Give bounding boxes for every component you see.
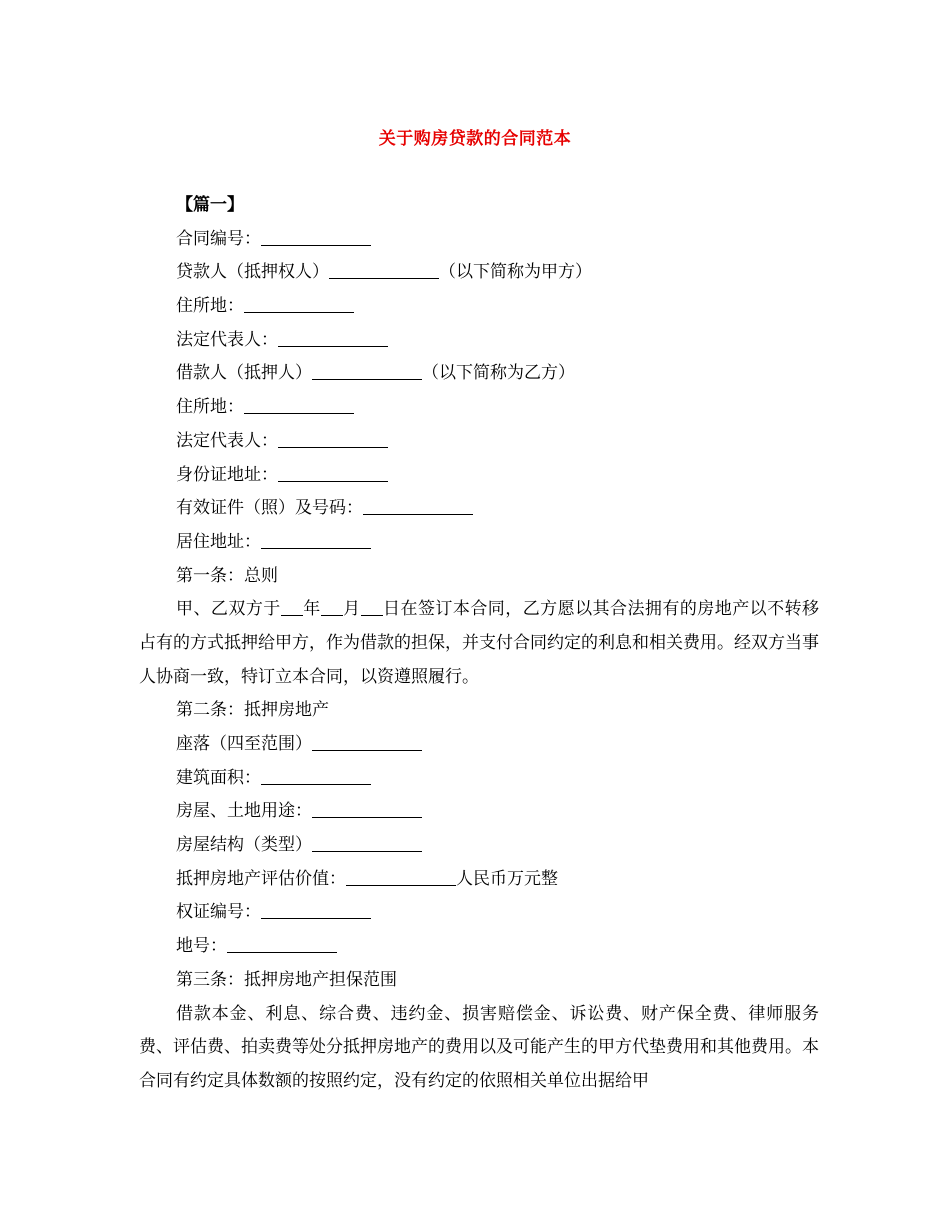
lender-label: 贷款人（抵押权人） <box>176 262 329 283</box>
section-heading: 【篇一】 <box>176 195 244 215</box>
article1-heading: 第一条：总则 <box>176 565 278 586</box>
cert-number-field <box>139 896 819 930</box>
location-field <box>139 728 819 762</box>
document-title: 关于购房贷款的合同范本 <box>378 129 572 149</box>
usage-field <box>139 795 819 829</box>
lender-suffix: （以下简称为甲方） <box>439 262 592 283</box>
lender-rep-label: 法定代表人： <box>176 329 278 350</box>
lender-address-field <box>139 290 819 324</box>
valuation-suffix: 人民币万元整 <box>456 868 558 889</box>
article2-heading: 第二条：抵押房地产 <box>176 700 329 721</box>
residence-label: 居住地址： <box>176 531 261 552</box>
location-blank <box>312 749 422 751</box>
lot-number-field <box>139 930 819 964</box>
area-label: 建筑面积： <box>176 767 261 788</box>
month-label: 月 <box>342 599 361 620</box>
borrower-rep-field <box>139 425 819 459</box>
document-body <box>139 189 819 1099</box>
structure-field <box>139 829 819 863</box>
lender-rep-field <box>139 324 819 358</box>
lender-blank <box>329 277 439 279</box>
borrower-label: 借款人（抵押人） <box>176 363 312 384</box>
article1-text-start: 甲、乙双方于 <box>176 599 281 620</box>
valid-id-field <box>139 492 819 526</box>
valid-id-blank <box>363 513 473 515</box>
lender-rep-blank <box>278 345 388 347</box>
usage-label: 房屋、土地用途： <box>176 801 312 822</box>
lot-number-label: 地号： <box>176 936 227 957</box>
borrower-suffix: （以下简称为乙方） <box>422 363 575 384</box>
year-blank <box>281 614 303 616</box>
year-label: 年 <box>302 599 321 620</box>
id-address-field <box>139 459 819 493</box>
id-address-label: 身份证地址： <box>176 464 278 485</box>
borrower-address-label: 住所地： <box>176 397 244 418</box>
area-blank <box>261 783 371 785</box>
structure-label: 房屋结构（类型） <box>176 835 312 856</box>
valid-id-label: 有效证件（照）及号码： <box>176 498 363 519</box>
structure-blank <box>312 850 422 852</box>
id-address-blank <box>278 480 388 482</box>
cert-number-label: 权证编号： <box>176 902 261 923</box>
residence-blank <box>261 547 371 549</box>
borrower-blank <box>312 378 422 380</box>
borrower-address-blank <box>244 412 354 414</box>
month-blank <box>321 614 343 616</box>
article1-paragraph <box>139 593 819 694</box>
lender-address-blank <box>244 311 354 313</box>
usage-blank <box>312 816 422 818</box>
valuation-label: 抵押房地产评估价值： <box>176 868 346 889</box>
borrower-rep-label: 法定代表人： <box>176 430 278 451</box>
borrower-address-field <box>139 391 819 425</box>
borrower-rep-blank <box>278 446 388 448</box>
article3-heading: 第三条：抵押房地产担保范围 <box>176 969 397 990</box>
borrower-field <box>139 357 819 391</box>
cert-number-blank <box>261 917 371 919</box>
area-field <box>139 762 819 796</box>
lot-number-blank <box>227 951 337 953</box>
valuation-blank <box>346 884 456 886</box>
contract-number-blank <box>261 244 371 246</box>
article1-text-rest: 日在签订本合同，乙方愿以其合法拥有的房地产以不转移占有的方式抵押给甲方，作为借款的担保，并支付合同约定的利息和相关费用。经双方当事人协商一致，特订立本合同，以资遵照履行。 <box>139 599 820 687</box>
lender-field <box>139 256 819 290</box>
valuation-field <box>139 863 819 897</box>
location-label: 座落（四至范围） <box>176 734 312 755</box>
residence-field <box>139 526 819 560</box>
contract-number-field <box>139 223 819 257</box>
article3-paragraph: 借款本金、利息、综合费、违约金、损害赔偿金、诉讼费、财产保全费、律师服务费、评估费、拍卖费等处分抵押房地产的费用以及可能产生的甲方代垫费用和其他费用。本合同有约定具体数额的按照约定，没有约定的依照相关单位出据给甲 <box>139 1003 819 1091</box>
lender-address-label: 住所地： <box>176 296 244 317</box>
contract-number-label: 合同编号： <box>176 228 261 249</box>
day-blank <box>361 614 383 616</box>
